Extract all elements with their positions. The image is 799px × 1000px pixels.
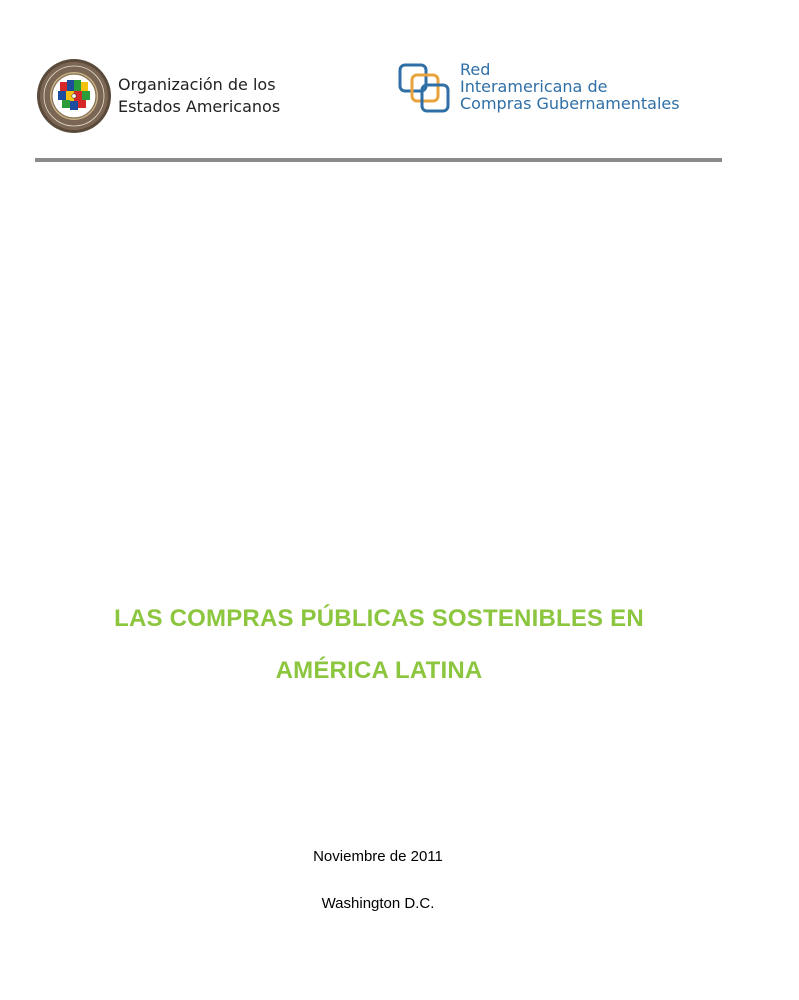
ric-name-line2: Interamericana de (460, 77, 608, 96)
oas-name-line1: Organización de los (118, 75, 276, 94)
header-divider (35, 158, 722, 162)
ric-name-line1: Red (460, 60, 491, 79)
document-place: Washington D.C. (321, 895, 435, 912)
document-title-line2: AMÉRICA LATINA (275, 657, 483, 684)
oas-seal-icon (36, 58, 112, 134)
oas-name (118, 74, 280, 118)
ric-name (460, 61, 680, 112)
oas-logo (36, 58, 280, 134)
ric-logo (398, 61, 680, 117)
document-date: Noviembre de 2011 (313, 848, 443, 865)
document-title-line1: LAS COMPRAS PÚBLICAS SOSTENIBLES EN (114, 605, 644, 632)
oas-name-line2: Estados Americanos (118, 97, 281, 116)
ric-name-line3: Compras Gubernamentales (460, 94, 680, 113)
ric-logo-icon (398, 61, 454, 117)
document-title (40, 593, 718, 697)
